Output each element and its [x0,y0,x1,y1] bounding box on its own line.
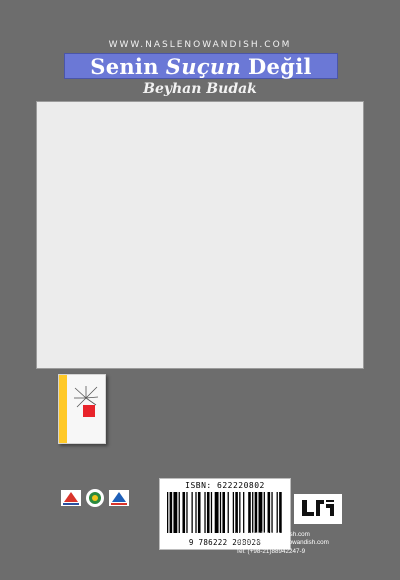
isbn-label: ISBN: 622220802 [185,481,265,490]
thumbnail-spine [59,375,67,443]
publisher-website: WWW.NASLENOWANDISH.COM [108,40,292,50]
author-name: Beyhan Budak [143,81,257,97]
barcode-icon [167,492,283,533]
synopsis-box [36,101,364,369]
contact-phone: Tel: (+98-21)88942247-9 [236,547,306,555]
badge-left-icon [61,490,81,506]
contact-info [236,531,360,556]
title-word-3: Değil [248,53,312,79]
publisher-logo-icon [294,494,342,524]
contact-email: Email:info@naslenowandish.com [236,539,329,547]
book-title-band [64,53,338,79]
contact-website: www.naslenowandish.com [236,531,310,538]
award-badges [60,487,130,509]
title-word-2: Suçun [165,53,242,79]
book-cover-thumbnail [58,374,106,444]
barcode-digits: 9 786222 208028 [188,538,262,547]
badge-right-icon [109,490,129,506]
badge-middle-icon [86,489,104,507]
title-word-1: Senin [90,53,159,79]
thumbnail-title-block [83,405,95,417]
